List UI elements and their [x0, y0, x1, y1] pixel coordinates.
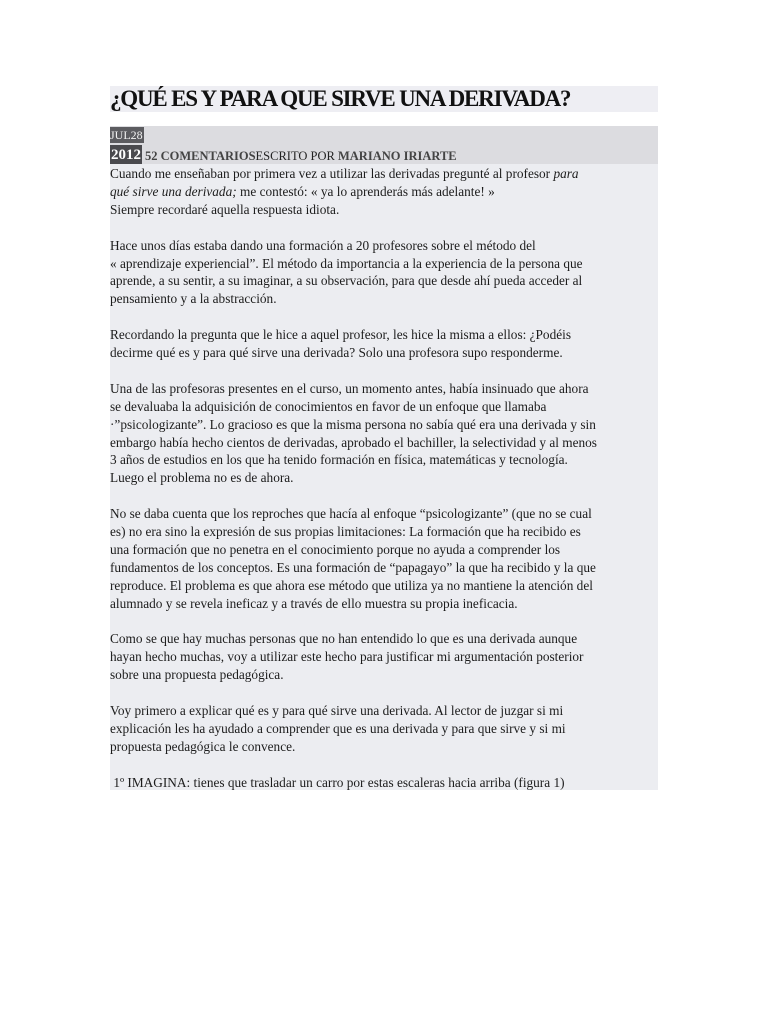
- paragraph-5: [110, 505, 658, 612]
- text-line: Una de las profesoras presentes en el curso, un momento antes, había insinuado que ahora: [110, 380, 589, 396]
- text-line: aprende, a su sentir, a su imaginar, a su observación, para que desde ahí pueda acceder al: [110, 273, 583, 289]
- text-line: reproduce. El problema es que ahora ese método que utiliza ya no mantiene la atención del: [110, 577, 593, 593]
- text-line: Como se que hay muchas personas que no han entendido lo que es una derivada aunque: [110, 631, 578, 647]
- text-line: alumnado y se revela ineficaz y a través de ello muestra su propia ineficacia.: [110, 595, 518, 611]
- paragraph-4: [110, 380, 658, 487]
- italic-text: qué sirve una derivada;: [110, 183, 237, 199]
- text-line: es) no era sino la expresión de sus propias limitaciones: La formación que ha recibido es: [110, 524, 581, 540]
- article-meta: [145, 148, 457, 164]
- text-line: Siempre recordaré aquella respuesta idiota.: [110, 201, 340, 217]
- text-line: Recordando la pregunta que le hice a aquel profesor, les hice la misma a ellos: ¿Podéis: [110, 327, 572, 343]
- paragraph-2: [110, 237, 658, 309]
- text-line: explicación les ha ayudado a comprender que es una derivada y para que sirve y si mi: [110, 721, 566, 736]
- text-line: 3 años de estudios en los que ha tenido formación en física, matemáticas y tecnología.: [110, 452, 568, 468]
- text-line: Cuando me enseñaban por primera vez a utilizar las derivadas pregunté al profesor para: [110, 166, 579, 181]
- text-line: ·”psicologizante”. Lo gracioso es que la misma persona no sabía qué era una derivada y sin: [110, 416, 596, 432]
- date-month: JUL28: [110, 128, 143, 142]
- paragraph-1: [110, 165, 658, 219]
- text-line: se devaluaba la adquisición de conocimientos en favor de un enfoque que llamaba: [110, 398, 547, 414]
- paragraph-8: [110, 774, 658, 792]
- text-line: embargo había hecho cientos de derivadas, aprobado el bachiller, la selectividad y al menos: [110, 434, 597, 450]
- text-line: Voy primero a explicar qué es y para qué sirve una derivada. Al lector de juzgar si mi: [110, 703, 564, 719]
- text-line: qué sirve una derivada; me contestó: « ya lo aprenderás más adelante! »: [110, 183, 495, 199]
- paragraph-7: [110, 702, 658, 756]
- text-line: Hace unos días estaba dando una formación a 20 profesores sobre el método del: [110, 237, 536, 253]
- text-line: fundamentos de los conceptos. Es una formación de “papagayo” la que ha recibido y la que: [110, 559, 596, 575]
- comments-link[interactable]: 52 COMENTARIOS: [145, 149, 256, 163]
- paragraph-3: [110, 326, 658, 362]
- article-title: ¿QUÉ ES Y PARA QUE SIRVE UNA DERIVADA?: [110, 86, 571, 111]
- text-line: sobre una propuesta pedagógica.: [110, 667, 284, 683]
- text-line: propuesta pedagógica le convence.: [110, 738, 296, 754]
- text-line: « aprendizaje experiencial”. El método da importancia a la experiencia de la persona que: [110, 255, 583, 271]
- date-year: 2012: [111, 147, 141, 163]
- author-link[interactable]: MARIANO IRIARTE: [337, 149, 457, 163]
- paragraph-6: [110, 630, 658, 684]
- text-line: 1º IMAGINA: tienes que trasladar un carro por estas escaleras hacia arriba (figura 1): [110, 774, 565, 790]
- text-line: pensamiento y a la abstracción.: [110, 291, 277, 307]
- text-line: hayan hecho muchas, voy a utilizar este hecho para justificar mi argumentación posterior: [110, 649, 584, 665]
- text-line: No se daba cuenta que los reproches que hacía al enfoque “psicologizante” (que no se cual: [110, 506, 592, 522]
- italic-text: para: [553, 166, 579, 181]
- text-line: decirme qué es y para qué sirve una derivada? Solo una profesora supo responderme.: [110, 345, 563, 361]
- article-body: [110, 165, 658, 810]
- text-line: una formación que no penetra en el conocimiento porque no ayuda a comprender los: [110, 541, 561, 557]
- text-line: Luego el problema no es de ahora.: [110, 470, 294, 486]
- written-by-label: ESCRITO POR: [255, 149, 335, 163]
